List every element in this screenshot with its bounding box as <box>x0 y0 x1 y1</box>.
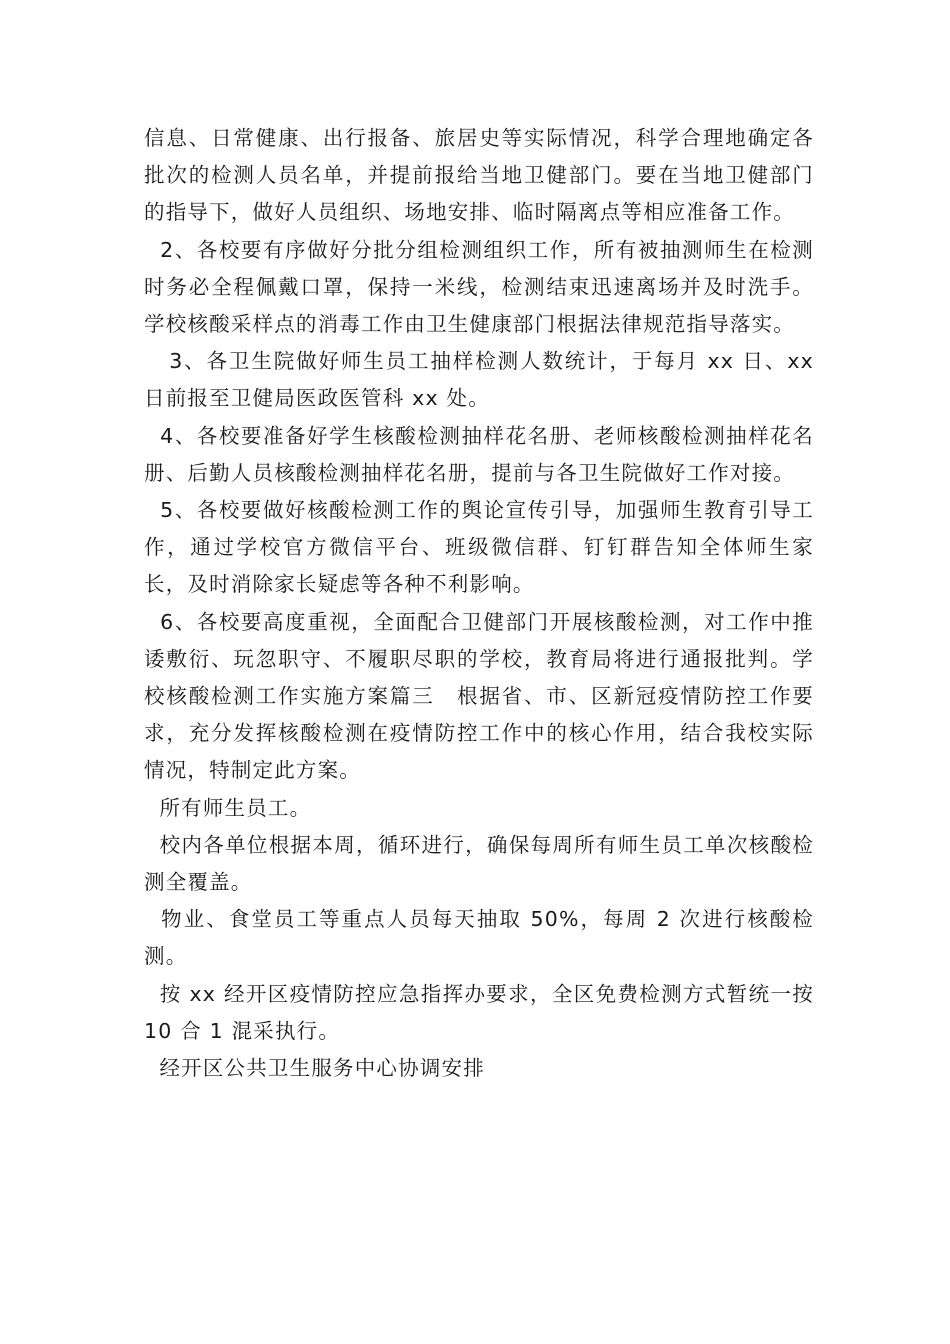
document-body <box>144 120 822 1087</box>
paragraph-item-6: 6、各校要高度重视，全面配合卫健部门开展核酸检测，对工作中推诿敷衍、玩忽职守、不履职尽职的学校，教育局将进行通报批判。学校核酸检测工作实施方案篇三 根据省、市、区新冠疫情防控工作要求，充分发挥核酸检测在疫情防控工作中的核心作用，结合我校实际情况，特制定此方案。 <box>144 609 815 783</box>
paragraph-item-3: 3、各卫生院做好师生员工抽样检测人数统计，于每月 xx 日、xx 日前报至卫健局医政医管科 xx 处。 <box>144 349 822 411</box>
paragraph-pooling-method: 按 xx 经开区疫情防控应急指挥办要求，全区免费检测方式暂统一按 10 合 1 混采执行。 <box>144 981 822 1043</box>
paragraph-scope: 所有师生员工。 <box>144 795 312 820</box>
paragraph-item-2: 2、各校要有序做好分批分组检测组织工作，所有被抽测师生在检测时务必全程佩戴口罩，保持一米线，检测结束迅速离场并及时洗手。学校核酸采样点的消毒工作由卫生健康部门根据法律规范指导落实。 <box>144 237 815 337</box>
paragraph-item-4: 4、各校要准备好学生核酸检测抽样花名册、老师核酸检测抽样花名册、后勤人员核酸检测抽样花名册，提前与各卫生院做好工作对接。 <box>144 423 815 485</box>
paragraph-key-staff: 物业、食堂员工等重点人员每天抽取 50%，每周 2 次进行核酸检测。 <box>144 907 814 969</box>
paragraph-coordination: 经开区公共卫生服务中心协调安排 <box>144 1056 485 1081</box>
paragraph-testing-list: 信息、日常健康、出行报备、旅居史等实际情况，科学合理地确定各批次的检测人员名单，并提前报给当地卫健部门。要在当地卫健部门的指导下，做好人员组织、场地安排、临时隔离点等相应准备工作。 <box>144 126 814 225</box>
paragraph-schedule: 校内各单位根据本周，循环进行，确保每周所有师生员工单次核酸检测全覆盖。 <box>144 832 815 895</box>
paragraph-item-5: 5、各校要做好核酸检测工作的舆论宣传引导，加强师生教育引导工作，通过学校官方微信平台、班级微信群、钉钉群告知全体师生家长，及时消除家长疑虑等各种不利影响。 <box>144 498 815 597</box>
